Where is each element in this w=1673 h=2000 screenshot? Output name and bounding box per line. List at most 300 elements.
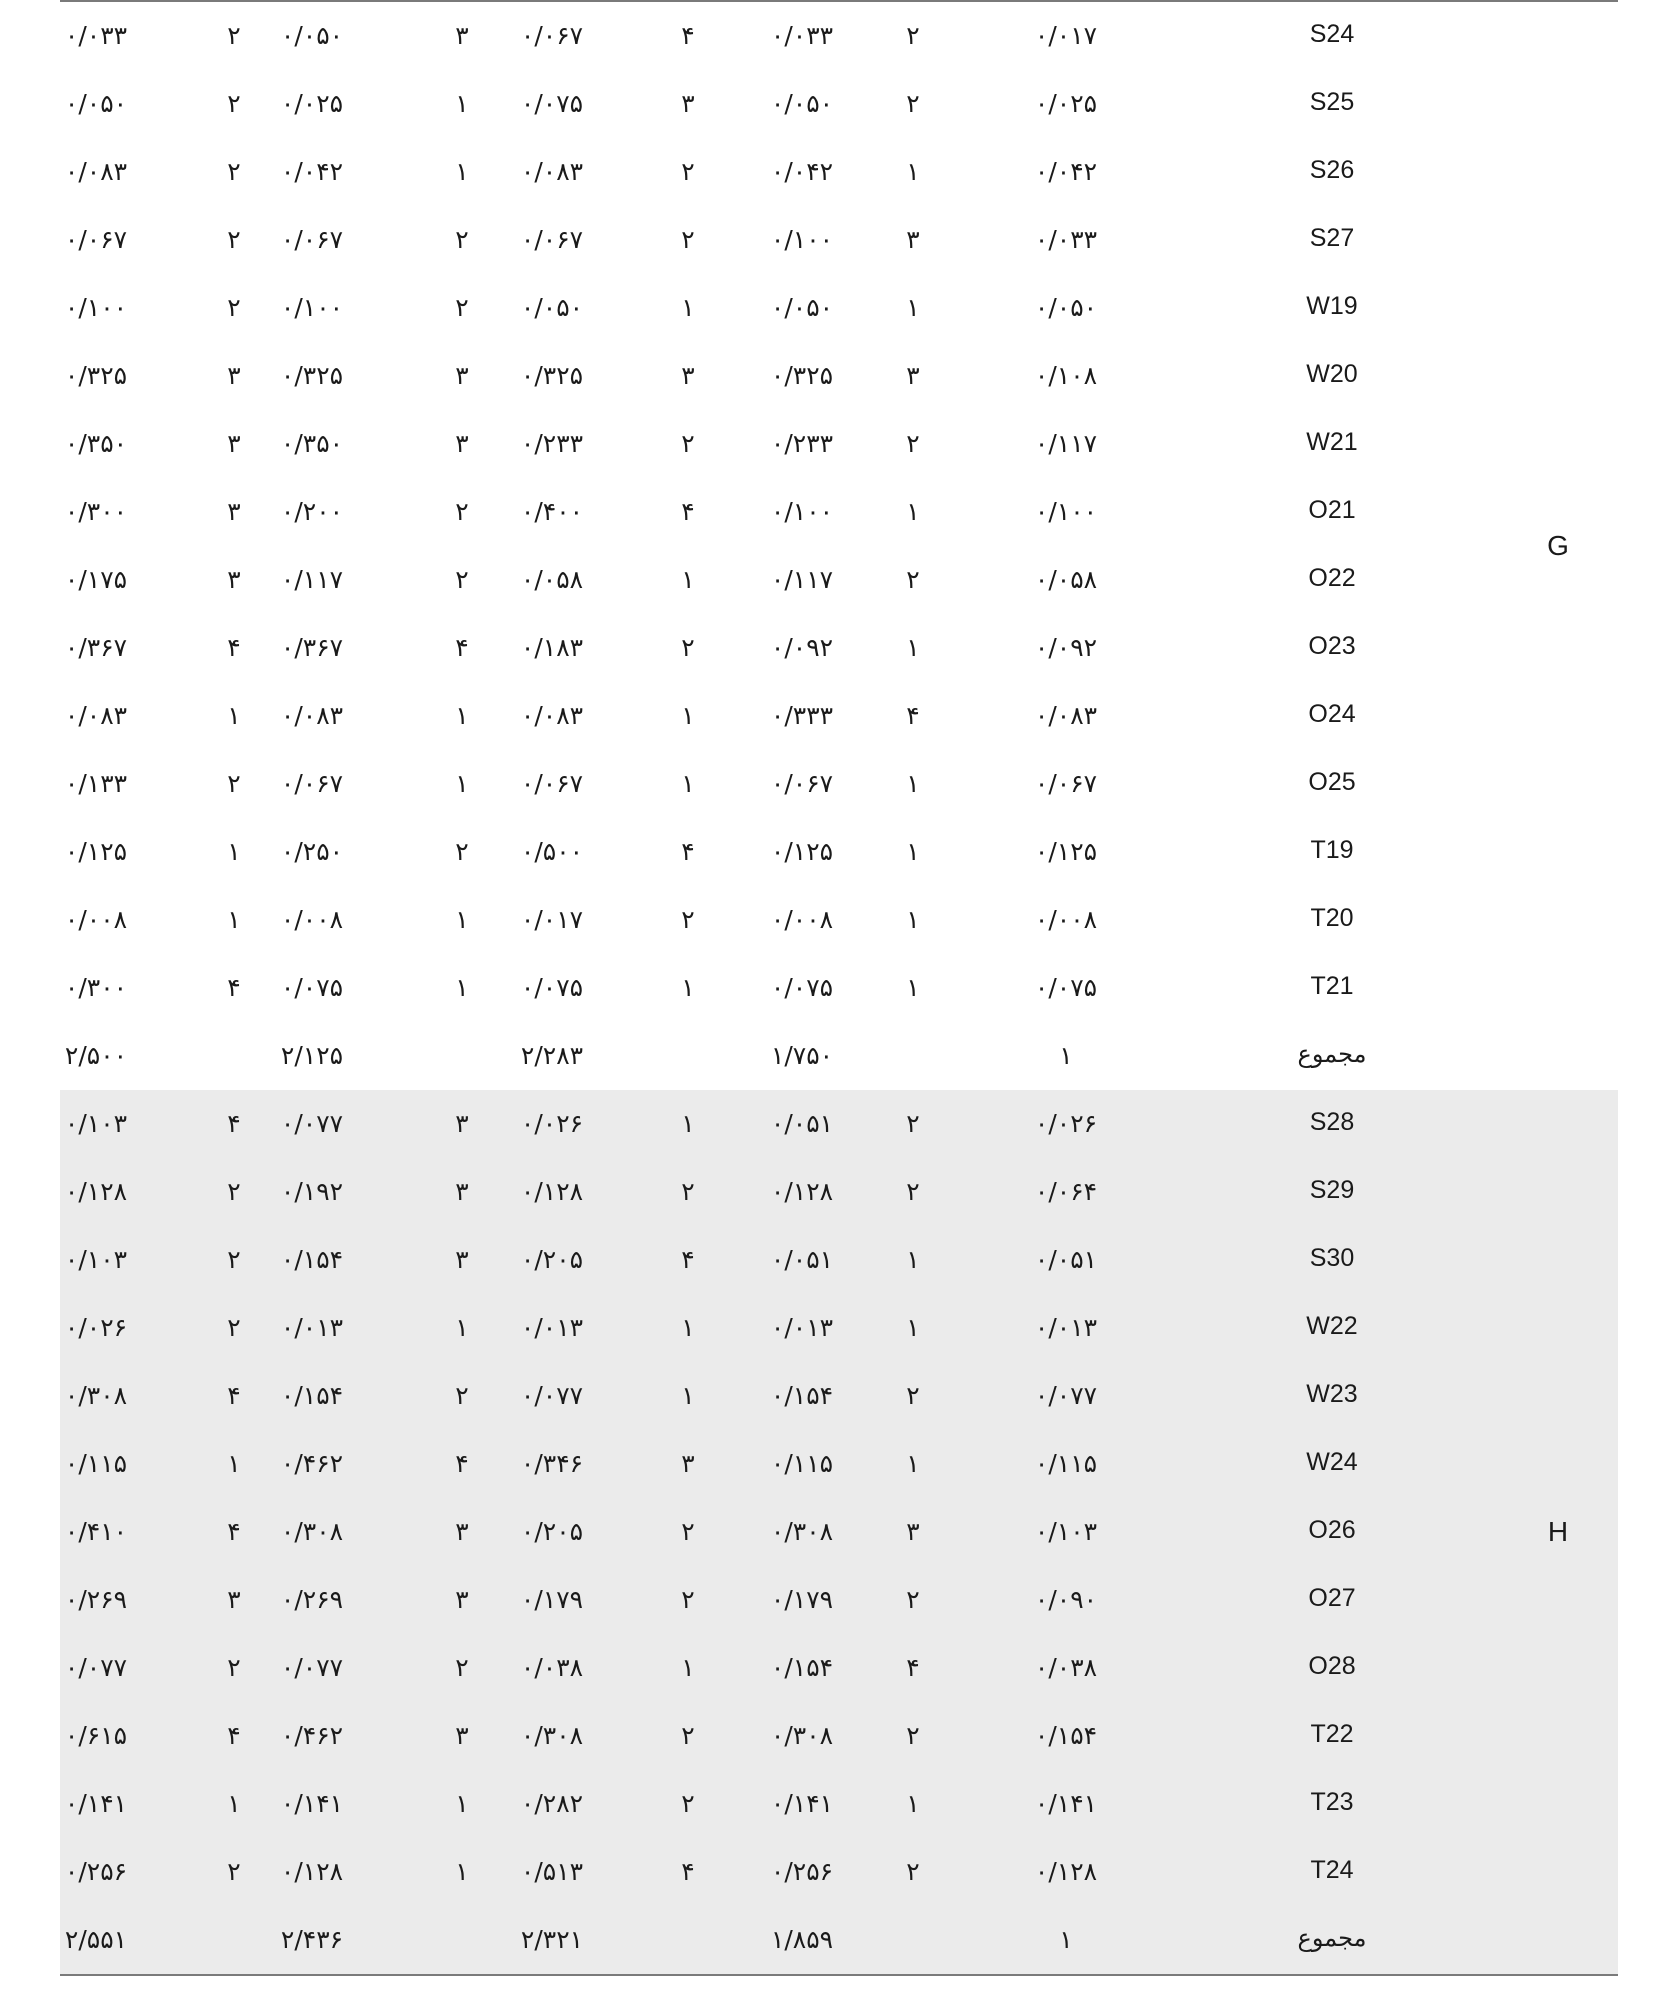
table-cell: ۱ bbox=[681, 769, 695, 798]
table-cell: ۰/۰۷۵ bbox=[770, 973, 834, 1002]
row-code: S25 bbox=[1309, 88, 1355, 116]
table-cell: ۰/۵۱۳ bbox=[520, 1857, 584, 1886]
table-cell: ۰/۰۱۳ bbox=[280, 1313, 344, 1342]
table-cell: ۱ bbox=[455, 1857, 469, 1886]
table-cell: ۲ bbox=[906, 1721, 920, 1750]
table-cell: ۱ bbox=[906, 973, 920, 1002]
table-row bbox=[60, 750, 1618, 818]
table-cell: ۱/۷۵۰ bbox=[770, 1041, 834, 1070]
table-cell: ۰/۱۲۸ bbox=[64, 1177, 128, 1206]
row-code: S27 bbox=[1309, 224, 1355, 252]
table-cell: ۰/۱۰۳ bbox=[64, 1245, 128, 1274]
row-code: T19 bbox=[1310, 836, 1354, 864]
table-cell: ۱ bbox=[681, 1653, 695, 1682]
table-row bbox=[60, 1498, 1618, 1566]
table-group bbox=[60, 2, 1618, 1090]
table-row bbox=[60, 1294, 1618, 1362]
table-row bbox=[60, 1158, 1618, 1226]
table-cell: ۰/۱۴۱ bbox=[64, 1789, 128, 1818]
row-code: O28 bbox=[1308, 1652, 1356, 1680]
table-cell: ۲ bbox=[906, 1381, 920, 1410]
table-cell: ۰/۱۴۱ bbox=[280, 1789, 344, 1818]
table-cell: ۰/۰۷۵ bbox=[280, 973, 344, 1002]
table-cell: ۰/۰۲۶ bbox=[520, 1109, 584, 1138]
table-cell: ۲ bbox=[906, 565, 920, 594]
table-cell: ۰/۰۱۳ bbox=[770, 1313, 834, 1342]
row-code: S24 bbox=[1309, 20, 1355, 48]
table-cell: ۴ bbox=[455, 1449, 469, 1478]
table-cell: ۰/۰۱۳ bbox=[520, 1313, 584, 1342]
table-cell: ۲ bbox=[227, 1653, 241, 1682]
table-cell: ۰/۰۶۷ bbox=[1034, 769, 1098, 798]
row-code: T21 bbox=[1310, 972, 1354, 1000]
table-cell: ۲ bbox=[455, 837, 469, 866]
table-cell: ۰/۰۸۳ bbox=[520, 157, 584, 186]
table-cell: ۱ bbox=[455, 905, 469, 934]
table-cell: ۴ bbox=[681, 497, 695, 526]
total-label: مجموع bbox=[1297, 1924, 1367, 1952]
table-cell: ۰/۲۳۳ bbox=[520, 429, 584, 458]
table-cell: ۲ bbox=[227, 1245, 241, 1274]
table-cell: ۰/۳۰۸ bbox=[520, 1721, 584, 1750]
table-row bbox=[60, 410, 1618, 478]
table-cell: ۰/۳۵۰ bbox=[64, 429, 128, 458]
table-cell: ۰/۰۸۳ bbox=[520, 701, 584, 730]
table-cell: ۰/۰۷۵ bbox=[520, 973, 584, 1002]
table-cell: ۰/۰۹۲ bbox=[1034, 633, 1098, 662]
table-cell: ۰/۰۶۴ bbox=[1034, 1177, 1098, 1206]
table-cell: ۰/۰۷۷ bbox=[1034, 1381, 1098, 1410]
table-cell: ۱ bbox=[681, 1109, 695, 1138]
table-cell: ۲ bbox=[681, 905, 695, 934]
table-cell: ۰/۰۷۷ bbox=[64, 1653, 128, 1682]
table-cell: ۴ bbox=[227, 633, 241, 662]
table-row bbox=[60, 682, 1618, 750]
table-cell: ۲ bbox=[681, 1517, 695, 1546]
total-row bbox=[60, 1906, 1618, 1974]
table-cell: ۰/۰۷۵ bbox=[520, 89, 584, 118]
table-cell: ۰/۳۲۵ bbox=[770, 361, 834, 390]
table-cell: ۲ bbox=[906, 1109, 920, 1138]
table-cell: ۰/۵۰۰ bbox=[520, 837, 584, 866]
group-label: H bbox=[1547, 1516, 1569, 1547]
table-cell: ۰/۱۱۷ bbox=[280, 565, 344, 594]
table-cell: ۰/۱۳۳ bbox=[64, 769, 128, 798]
table-row bbox=[60, 2, 1618, 70]
table-cell: ۲ bbox=[455, 225, 469, 254]
table-cell: ۳ bbox=[455, 361, 469, 390]
table-cell: ۱ bbox=[455, 973, 469, 1002]
table-cell: ۰/۱۴۱ bbox=[1034, 1789, 1098, 1818]
table-cell: ۱ bbox=[681, 1313, 695, 1342]
table-cell: ۱ bbox=[681, 293, 695, 322]
table-cell: ۰/۰۵۰ bbox=[64, 89, 128, 118]
table-cell: ۲ bbox=[227, 293, 241, 322]
table-row bbox=[60, 478, 1618, 546]
table-row bbox=[60, 1362, 1618, 1430]
table-cell: ۲ bbox=[681, 633, 695, 662]
table-cell: ۰/۲۵۶ bbox=[770, 1857, 834, 1886]
table-row bbox=[60, 1770, 1618, 1838]
table-cell: ۱ bbox=[906, 1449, 920, 1478]
table-cell: ۰/۱۱۵ bbox=[770, 1449, 834, 1478]
table-cell: ۳ bbox=[227, 429, 241, 458]
table-row bbox=[60, 206, 1618, 274]
row-code: O21 bbox=[1308, 496, 1356, 524]
row-code: W22 bbox=[1306, 1312, 1358, 1340]
table-cell: ۰/۰۷۷ bbox=[280, 1653, 344, 1682]
table-cell: ۱ bbox=[906, 1245, 920, 1274]
table-cell: ۰/۳۵۰ bbox=[280, 429, 344, 458]
table-bottom-rule bbox=[60, 1974, 1618, 1976]
row-code: S28 bbox=[1309, 1108, 1355, 1136]
table-cell: ۰/۰۴۲ bbox=[1034, 157, 1098, 186]
table-cell: ۳ bbox=[227, 361, 241, 390]
table-cell: ۴ bbox=[227, 973, 241, 1002]
table-cell: ۰/۰۳۸ bbox=[1034, 1653, 1098, 1682]
table-cell: ۳ bbox=[227, 497, 241, 526]
table-cell: ۰/۰۲۵ bbox=[280, 89, 344, 118]
table-row bbox=[60, 70, 1618, 138]
table-cell: ۰/۳۶۷ bbox=[64, 633, 128, 662]
table-cell: ۰/۰۳۸ bbox=[520, 1653, 584, 1682]
row-code: S26 bbox=[1309, 156, 1355, 184]
table-row bbox=[60, 954, 1618, 1022]
table-cell: ۱ bbox=[227, 837, 241, 866]
table-cell: ۳ bbox=[681, 89, 695, 118]
table-cell: ۳ bbox=[455, 1177, 469, 1206]
table-cell: ۲/۵۰۰ bbox=[64, 1041, 128, 1070]
table-cell: ۱ bbox=[906, 905, 920, 934]
table-cell: ۰/۰۶۷ bbox=[64, 225, 128, 254]
table-row bbox=[60, 614, 1618, 682]
row-code: O26 bbox=[1308, 1516, 1356, 1544]
table-cell: ۴ bbox=[681, 1857, 695, 1886]
table-cell: ۰/۱۱۵ bbox=[64, 1449, 128, 1478]
table-cell: ۰/۱۰۰ bbox=[1034, 497, 1098, 526]
table-row bbox=[60, 818, 1618, 886]
table-cell: ۳ bbox=[906, 361, 920, 390]
table-cell: ۰/۱۰۰ bbox=[770, 497, 834, 526]
table-cell: ۰/۲۰۵ bbox=[520, 1245, 584, 1274]
table-cell: ۱ bbox=[906, 1313, 920, 1342]
total-label: مجموع bbox=[1297, 1040, 1367, 1068]
table-cell: ۰/۲۸۲ bbox=[520, 1789, 584, 1818]
table-cell: ۰/۰۳۳ bbox=[770, 21, 834, 50]
table-cell: ۰/۲۵۶ bbox=[64, 1857, 128, 1886]
table-cell: ۰/۱۹۲ bbox=[280, 1177, 344, 1206]
table-cell: ۱ bbox=[906, 157, 920, 186]
table-cell: ۳ bbox=[455, 1517, 469, 1546]
table-cell: ۰/۰۱۷ bbox=[520, 905, 584, 934]
table-cell: ۳ bbox=[455, 21, 469, 50]
table-cell: ۰/۱۲۸ bbox=[520, 1177, 584, 1206]
table-cell: ۰/۳۰۰ bbox=[64, 973, 128, 1002]
table-cell: ۴ bbox=[681, 837, 695, 866]
table-cell: ۳ bbox=[455, 1721, 469, 1750]
table-cell: ۰/۰۷۷ bbox=[520, 1381, 584, 1410]
table-cell: ۰/۱۲۸ bbox=[1034, 1857, 1098, 1886]
table-cell: ۰/۱۱۷ bbox=[1034, 429, 1098, 458]
table-cell: ۱ bbox=[227, 1449, 241, 1478]
table-cell: ۰/۱۱۵ bbox=[1034, 1449, 1098, 1478]
table-cell: ۰/۰۸۳ bbox=[280, 701, 344, 730]
table-cell: ۲/۴۳۶ bbox=[280, 1925, 344, 1954]
row-code: T20 bbox=[1310, 904, 1354, 932]
table-cell: ۱ bbox=[455, 1313, 469, 1342]
row-code: W21 bbox=[1306, 428, 1358, 456]
table-cell: ۱ bbox=[681, 565, 695, 594]
table-cell: ۰/۲۰۰ bbox=[280, 497, 344, 526]
table-row bbox=[60, 546, 1618, 614]
table-cell: ۰/۰۳۳ bbox=[1034, 225, 1098, 254]
table-cell: ۰/۱۷۹ bbox=[520, 1585, 584, 1614]
table-cell: ۰/۱۰۰ bbox=[770, 225, 834, 254]
table-cell: ۰/۰۵۰ bbox=[770, 89, 834, 118]
table-cell: ۱ bbox=[455, 157, 469, 186]
table-cell: ۰/۰۵۰ bbox=[280, 21, 344, 50]
row-code: S30 bbox=[1309, 1244, 1355, 1272]
table-row bbox=[60, 1090, 1618, 1158]
table-cell: ۲ bbox=[227, 1313, 241, 1342]
table-cell: ۰/۰۶۷ bbox=[770, 769, 834, 798]
table-cell: ۲ bbox=[906, 1857, 920, 1886]
table-cell: ۲ bbox=[455, 1653, 469, 1682]
table-cell: ۰/۲۵۰ bbox=[280, 837, 344, 866]
table-group bbox=[60, 1090, 1618, 1974]
table-cell: ۰/۳۲۵ bbox=[64, 361, 128, 390]
table-cell: ۰/۲۰۵ bbox=[520, 1517, 584, 1546]
table-row bbox=[60, 342, 1618, 410]
table-cell: ۴ bbox=[227, 1381, 241, 1410]
table-row bbox=[60, 1566, 1618, 1634]
table-cell: ۲ bbox=[906, 1585, 920, 1614]
table-cell: ۰/۱۰۳ bbox=[1034, 1517, 1098, 1546]
table-cell: ۲ bbox=[227, 1177, 241, 1206]
table-cell: ۰/۰۵۱ bbox=[770, 1245, 834, 1274]
table-cell: ۰/۰۳۳ bbox=[64, 21, 128, 50]
table-row bbox=[60, 1634, 1618, 1702]
table-cell: ۰/۰۸۳ bbox=[64, 157, 128, 186]
table-cell: ۰/۳۰۸ bbox=[770, 1721, 834, 1750]
table-cell: ۱ bbox=[906, 837, 920, 866]
table-cell: ۳ bbox=[455, 1585, 469, 1614]
table-cell: ۲ bbox=[227, 225, 241, 254]
table-row bbox=[60, 274, 1618, 342]
table-cell: ۳ bbox=[227, 565, 241, 594]
table-cell: ۱ bbox=[455, 769, 469, 798]
table-cell: ۰/۱۵۴ bbox=[770, 1381, 834, 1410]
table-cell: ۰/۶۱۵ bbox=[64, 1721, 128, 1750]
table-cell: ۰/۰۰۸ bbox=[280, 905, 344, 934]
table-cell: ۳ bbox=[906, 225, 920, 254]
row-code: O27 bbox=[1308, 1584, 1356, 1612]
table-cell: ۲ bbox=[455, 1381, 469, 1410]
table-cell: ۰/۱۵۴ bbox=[770, 1653, 834, 1682]
table-cell: ۰/۰۹۲ bbox=[770, 633, 834, 662]
table-cell: ۰/۰۲۵ bbox=[1034, 89, 1098, 118]
row-code: S29 bbox=[1309, 1176, 1355, 1204]
table-cell: ۲ bbox=[906, 429, 920, 458]
table-cell: ۰/۳۲۵ bbox=[520, 361, 584, 390]
table-row bbox=[60, 886, 1618, 954]
total-row bbox=[60, 1022, 1618, 1090]
table-cell: ۰/۰۵۰ bbox=[1034, 293, 1098, 322]
table-cell: ۰/۱۱۷ bbox=[770, 565, 834, 594]
row-code: O24 bbox=[1308, 700, 1356, 728]
table-cell: ۰/۰۶۷ bbox=[280, 769, 344, 798]
table-cell: ۰/۰۲۶ bbox=[1034, 1109, 1098, 1138]
table-cell: ۰/۰۵۱ bbox=[770, 1109, 834, 1138]
row-code: W24 bbox=[1306, 1448, 1358, 1476]
table-row bbox=[60, 1226, 1618, 1294]
table-cell: ۱ bbox=[455, 1789, 469, 1818]
table-cell: ۴ bbox=[906, 1653, 920, 1682]
table-row bbox=[60, 1702, 1618, 1770]
table-cell: ۰/۰۸۳ bbox=[1034, 701, 1098, 730]
table-cell: ۰/۴۰۰ bbox=[520, 497, 584, 526]
row-code: W19 bbox=[1306, 292, 1358, 320]
table-cell: ۰/۳۰۰ bbox=[64, 497, 128, 526]
table-cell: ۲ bbox=[681, 1721, 695, 1750]
table-cell: ۰/۰۵۸ bbox=[520, 565, 584, 594]
table-cell: ۲ bbox=[227, 21, 241, 50]
table-cell: ۱ bbox=[455, 701, 469, 730]
table-cell: ۰/۰۰۸ bbox=[770, 905, 834, 934]
table-cell: ۲ bbox=[906, 21, 920, 50]
table-cell: ۲ bbox=[227, 1857, 241, 1886]
table-cell: ۰/۳۳۳ bbox=[770, 701, 834, 730]
row-code: O23 bbox=[1308, 632, 1356, 660]
table-cell: ۰/۱۲۵ bbox=[64, 837, 128, 866]
table-cell: ۴ bbox=[906, 701, 920, 730]
table-cell: ۰/۰۷۷ bbox=[280, 1109, 344, 1138]
table-cell: ۰/۰۶۷ bbox=[520, 225, 584, 254]
table-cell: ۲ bbox=[681, 225, 695, 254]
table-cell: ۲ bbox=[906, 1177, 920, 1206]
table-row bbox=[60, 138, 1618, 206]
table-cell: ۰/۱۲۸ bbox=[280, 1857, 344, 1886]
table-cell: ۰/۰۴۲ bbox=[770, 157, 834, 186]
table-cell: ۰/۲۶۹ bbox=[280, 1585, 344, 1614]
table-cell: ۰/۰۶۷ bbox=[520, 21, 584, 50]
table-cell: ۲ bbox=[681, 1177, 695, 1206]
table-cell: ۰/۱۲۵ bbox=[1034, 837, 1098, 866]
table-cell: ۱ bbox=[1059, 1041, 1073, 1070]
table-cell: ۰/۰۰۸ bbox=[1034, 905, 1098, 934]
table-cell: ۰/۴۱۰ bbox=[64, 1517, 128, 1546]
table-cell: ۰/۳۶۷ bbox=[280, 633, 344, 662]
table-cell: ۲ bbox=[906, 89, 920, 118]
row-code: T24 bbox=[1310, 1856, 1354, 1884]
table-cell: ۲ bbox=[681, 157, 695, 186]
table-cell: ۰/۰۶۷ bbox=[520, 769, 584, 798]
table-cell: ۳ bbox=[906, 1517, 920, 1546]
table-cell: ۴ bbox=[227, 1721, 241, 1750]
table-cell: ۰/۰۹۰ bbox=[1034, 1585, 1098, 1614]
table-cell: ۱ bbox=[906, 293, 920, 322]
table-cell: ۳ bbox=[455, 429, 469, 458]
table-cell: ۲ bbox=[455, 293, 469, 322]
table-cell: ۰/۱۵۴ bbox=[1034, 1721, 1098, 1750]
table-cell: ۱ bbox=[455, 89, 469, 118]
table-cell: ۱ bbox=[906, 1789, 920, 1818]
table-cell: ۰/۳۰۸ bbox=[280, 1517, 344, 1546]
table-cell: ۰/۳۰۸ bbox=[770, 1517, 834, 1546]
table-cell: ۲ bbox=[681, 429, 695, 458]
table-cell: ۳ bbox=[455, 1245, 469, 1274]
table-cell: ۰/۱۰۰ bbox=[64, 293, 128, 322]
table-cell: ۰/۱۰۰ bbox=[280, 293, 344, 322]
table-cell: ۲ bbox=[455, 497, 469, 526]
table-cell: ۳ bbox=[227, 1585, 241, 1614]
row-code: T23 bbox=[1310, 1788, 1354, 1816]
table-cell: ۰/۲۳۳ bbox=[770, 429, 834, 458]
table-cell: ۴ bbox=[681, 1245, 695, 1274]
table-cell: ۳ bbox=[681, 361, 695, 390]
table-cell: ۲ bbox=[455, 565, 469, 594]
table-cell: ۰/۳۰۸ bbox=[64, 1381, 128, 1410]
table-cell: ۰/۰۶۷ bbox=[280, 225, 344, 254]
table-cell: ۲/۱۲۵ bbox=[280, 1041, 344, 1070]
table-cell: ۰/۱۷۵ bbox=[64, 565, 128, 594]
table-cell: ۰/۱۷۹ bbox=[770, 1585, 834, 1614]
table-cell: ۰/۰۵۸ bbox=[1034, 565, 1098, 594]
table-cell: ۲ bbox=[681, 1585, 695, 1614]
row-code: T22 bbox=[1310, 1720, 1354, 1748]
table-cell: ۰/۳۲۵ bbox=[280, 361, 344, 390]
table-cell: ۰/۳۴۶ bbox=[520, 1449, 584, 1478]
row-code: O22 bbox=[1308, 564, 1356, 592]
table-cell: ۰/۱۵۴ bbox=[280, 1245, 344, 1274]
table-cell: ۰/۱۲۸ bbox=[770, 1177, 834, 1206]
table-cell: ۰/۰۴۲ bbox=[280, 157, 344, 186]
table-cell: ۰/۱۰۳ bbox=[64, 1109, 128, 1138]
group-label: G bbox=[1547, 530, 1569, 561]
table-cell: ۰/۱۴۱ bbox=[770, 1789, 834, 1818]
table-cell: ۲ bbox=[681, 1789, 695, 1818]
table-cell: ۲/۲۸۳ bbox=[520, 1041, 584, 1070]
table-cell: ۱/۸۵۹ bbox=[770, 1925, 834, 1954]
table-cell: ۰/۰۰۸ bbox=[64, 905, 128, 934]
table-cell: ۱ bbox=[906, 633, 920, 662]
table-cell: ۴ bbox=[455, 633, 469, 662]
row-code: W20 bbox=[1306, 360, 1358, 388]
table-row bbox=[60, 1838, 1618, 1906]
table-row bbox=[60, 1430, 1618, 1498]
table-cell: ۴ bbox=[227, 1109, 241, 1138]
table-cell: ۱ bbox=[681, 1381, 695, 1410]
table-cell: ۲ bbox=[227, 769, 241, 798]
table-cell: ۴ bbox=[681, 21, 695, 50]
table-cell: ۱ bbox=[227, 701, 241, 730]
table-cell: ۰/۰۷۵ bbox=[1034, 973, 1098, 1002]
table-cell: ۱ bbox=[906, 769, 920, 798]
table-cell: ۲/۵۵۱ bbox=[64, 1925, 128, 1954]
table-cell: ۰/۰۱۷ bbox=[1034, 21, 1098, 50]
table-cell: ۰/۱۵۴ bbox=[280, 1381, 344, 1410]
table-cell: ۴ bbox=[227, 1517, 241, 1546]
table-cell: ۰/۰۵۰ bbox=[770, 293, 834, 322]
table-cell: ۰/۰۱۳ bbox=[1034, 1313, 1098, 1342]
table-cell: ۰/۱۰۸ bbox=[1034, 361, 1098, 390]
table-cell: ۰/۱۸۳ bbox=[520, 633, 584, 662]
table-cell: ۱ bbox=[681, 701, 695, 730]
table-cell: ۳ bbox=[455, 1109, 469, 1138]
table-cell: ۰/۴۶۲ bbox=[280, 1721, 344, 1750]
table-cell: ۱ bbox=[906, 497, 920, 526]
table-cell: ۰/۱۲۵ bbox=[770, 837, 834, 866]
